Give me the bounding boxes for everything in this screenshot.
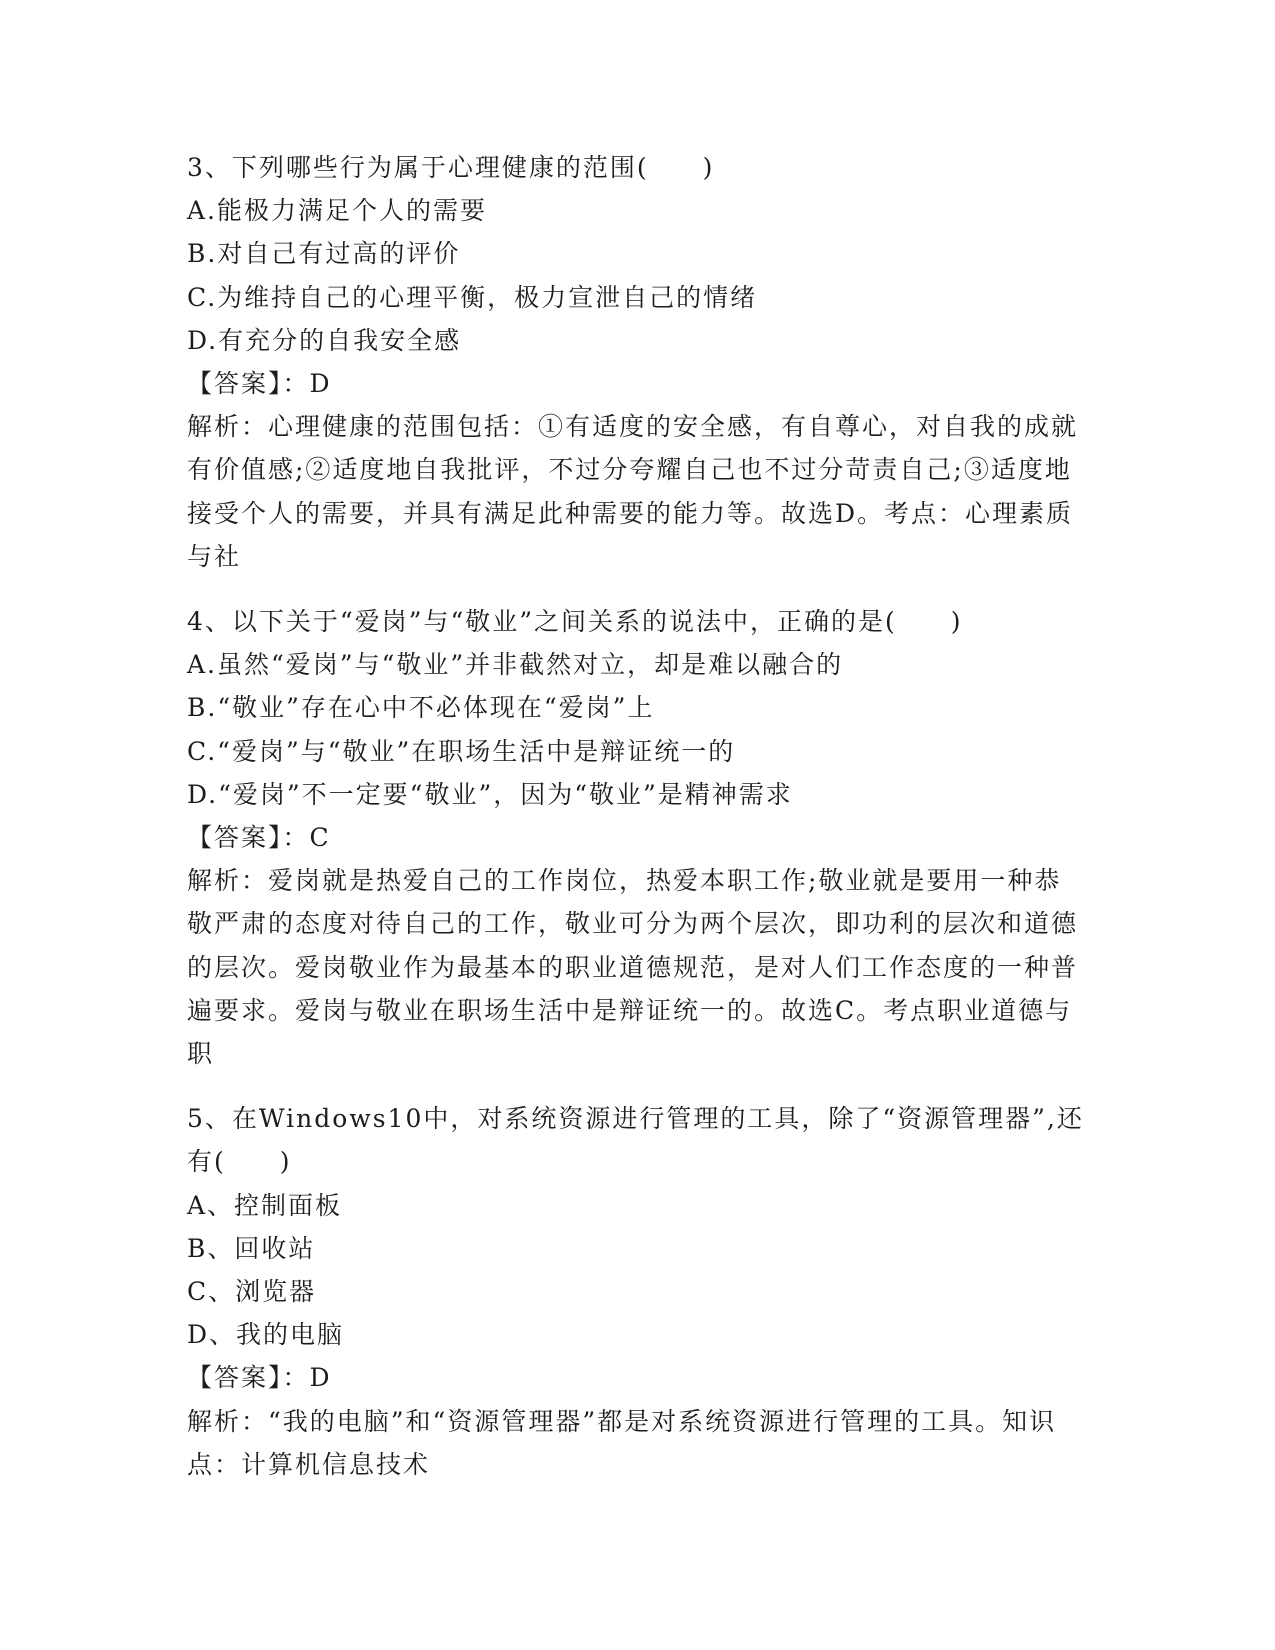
option-d: D.“爱岗”不一定要“敬业”，因为“敬业”是精神需求 xyxy=(187,779,793,809)
question-stem: 5、在Windows10中，对系统资源进行管理的工具，除了“资源管理器”,还有( ) xyxy=(187,1104,1084,1177)
option-c: C.为维持自己的心理平衡，极力宣泄自己的情绪 xyxy=(187,282,758,312)
question-stem: 4、以下关于“爱岗”与“敬业”之间关系的说法中，正确的是( ) xyxy=(187,607,963,637)
question-3 xyxy=(187,146,1087,578)
analysis: 解析：爱岗就是热爱自己的工作岗位，热爱本职工作;敬业就是要用一种恭敬严肃的态度对待自己的工作，敬业可分为两个层次，即功利的层次和道德的层次。爱岗敬业作为最基本的职业道德规范，是对人们工作态度的一种普遍要求。爱岗与敬业在职场生活中是辩证统一的。故选C。考点职业道德与职 xyxy=(187,866,1079,1069)
option-b: B、回收站 xyxy=(187,1233,316,1263)
option-b: B.“敬业”存在心中不必体现在“爱岗”上 xyxy=(187,693,655,723)
option-a: A、控制面板 xyxy=(187,1190,343,1220)
option-c: C、浏览器 xyxy=(187,1277,317,1307)
question-5 xyxy=(187,1097,1087,1486)
option-d: D、我的电脑 xyxy=(187,1320,345,1350)
option-c: C.“爱岗”与“敬业”在职场生活中是辩证统一的 xyxy=(187,736,736,766)
analysis: 解析：“我的电脑”和“资源管理器”都是对系统资源进行管理的工具。知识点：计算机信息技术 xyxy=(187,1406,1057,1479)
analysis: 解析：心理健康的范围包括：①有适度的安全感，有自尊心，对自我的成就有价值感;②适度地自我批评，不过分夸耀自己也不过分苛责自己;③适度地接受个人的需要，并具有满足此种需要的能力等。故选D。考点：心理素质与社 xyxy=(187,412,1079,571)
option-b: B.对自己有过高的评价 xyxy=(187,239,461,269)
exam-page xyxy=(187,146,1087,1486)
answer: 【答案】：D xyxy=(187,369,332,399)
option-a: A.虽然“爱岗”与“敬业”并非截然对立，却是难以融合的 xyxy=(187,650,844,680)
question-stem: 3、下列哪些行为属于心理健康的范围( ) xyxy=(187,153,715,182)
answer: 【答案】：C xyxy=(187,823,331,853)
option-d: D.有充分的自我安全感 xyxy=(187,325,462,355)
option-a: A.能极力满足个人的需要 xyxy=(187,196,488,226)
answer: 【答案】：D xyxy=(187,1363,332,1393)
question-4 xyxy=(187,600,1087,1075)
